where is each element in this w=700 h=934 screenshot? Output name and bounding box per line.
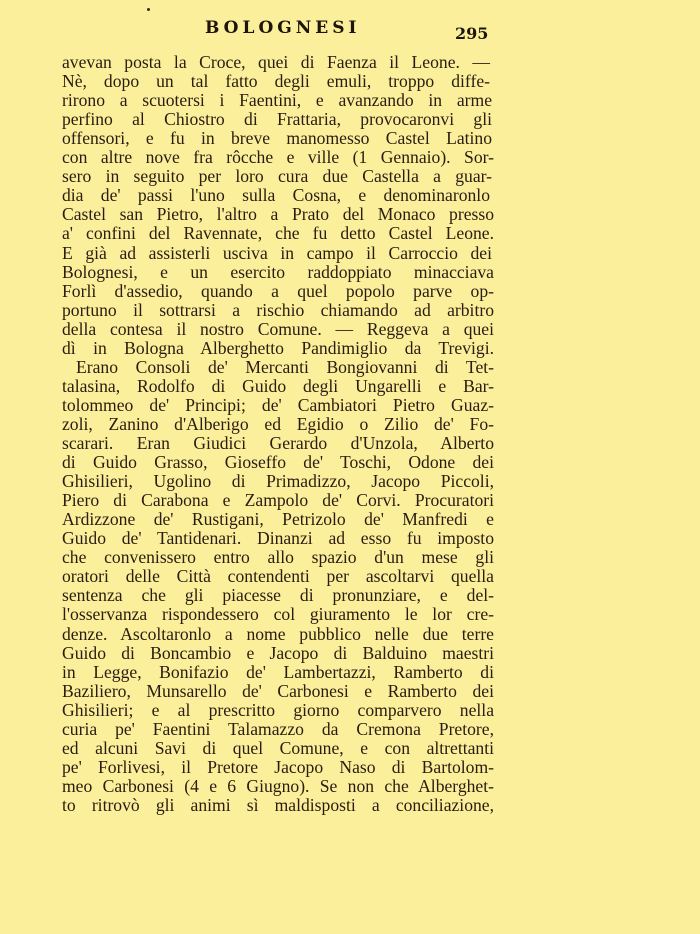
text-line: sentenza che gli piacesse di pronunziare, e del- xyxy=(62,585,494,606)
text-line: portuno il sottrarsi a rischio chiamando ad arbitro xyxy=(62,299,494,320)
text-line: Ghisilieri; e al prescritto giorno comparvero nella xyxy=(62,699,494,720)
text-line: offensori, e fu in breve manomesso Castel Latino xyxy=(62,128,492,149)
page-number: 295 xyxy=(455,24,489,43)
text-line: in Legge, Bonifazio de' Lambertazzi, Ramberto di xyxy=(62,661,494,682)
text-line: scarari. Eran Giudici Gerardo d'Unzola, Alberto xyxy=(62,433,494,453)
text-line: Erano Consoli de' Mercanti Bongiovanni di Tet- xyxy=(76,356,494,377)
text-line: dia de' passi l'uno sulla Cosna, e denominaronlo xyxy=(62,185,490,206)
text-line: perfino al Chiostro di Frattaria, provocaronvi gli xyxy=(62,109,492,130)
text-line: oratori delle Città contendenti per ascoltarvi quella xyxy=(62,566,494,587)
text-line: denze. Ascoltaronlo a nome pubblico nelle due terre xyxy=(62,623,494,644)
text-line: to ritrovò gli animi sì maldisposti a conciliazione, xyxy=(62,794,494,815)
text-line: Bolognesi, e un esercito raddoppiato minacciava xyxy=(62,261,494,282)
text-line: sero in seguito per loro cura due Castella a guar- xyxy=(62,166,492,187)
text-line: avevan posta la Croce, quei di Faenza il Leone. — xyxy=(62,52,490,72)
text-line: Nè, dopo un tal fatto degli emuli, troppo diffe- xyxy=(62,71,490,92)
text-line: a' confini del Ravennate, che fu detto Castel Leone. xyxy=(62,223,494,244)
text-line: pe' Forlivesi, il Pretore Jacopo Naso di Bartolom- xyxy=(62,756,494,777)
text-line: tolommeo de' Principi; de' Cambiatori Pietro Guaz- xyxy=(62,394,494,415)
ink-speck xyxy=(147,8,150,11)
text-line: meo Carbonesi (4 e 6 Giugno). Se non che Alberghet- xyxy=(62,775,494,796)
text-line: di Guido Grasso, Gioseffo de' Toschi, Odone dei xyxy=(62,452,494,473)
text-line: Ardizzone de' Rustigani, Petrizolo de' Manfredi e xyxy=(62,509,494,530)
running-head: BOLOGNESI xyxy=(205,18,361,38)
text-line: Guido di Boncambio e Jacopo di Balduino maestri xyxy=(62,642,494,663)
text-line: E già ad assisterli usciva in campo il Carroccio dei xyxy=(62,242,492,263)
text-line: con altre nove fra rôcche e ville (1 Gennaio). Sor- xyxy=(62,147,494,168)
text-line: che convenissero entro allo spazio d'un mese gli xyxy=(62,547,494,568)
text-line: Baziliero, Munsarello de' Carbonesi e Ramberto dei xyxy=(62,680,494,701)
text-line: zoli, Zanino d'Alberigo ed Egidio o Zilio de' Fo- xyxy=(62,413,494,434)
text-line: Ghisilieri, Ugolino di Primadizzo, Jacopo Piccoli, xyxy=(62,471,494,492)
text-line: Castel san Pietro, l'altro a Prato del Monaco presso xyxy=(62,204,494,225)
text-line: l'osservanza rispondessero col giuramento le lor cre- xyxy=(62,604,494,625)
text-line: Forlì d'assedio, quando a quel popolo parve op- xyxy=(62,280,494,301)
text-line: Guido de' Tantidenari. Dinanzi ad esso fu imposto xyxy=(62,528,494,549)
text-line: talasina, Rodolfo di Guido degli Ungarelli e Bar- xyxy=(62,375,494,396)
text-line: curia pe' Faentini Talamazzo da Cremona Pretore, xyxy=(62,718,494,739)
text-line: dì in Bologna Alberghetto Pandimiglio da Trevigi. xyxy=(62,337,494,358)
text-line: ed alcuni Savi di quel Comune, e con altrettanti xyxy=(62,737,494,758)
text-line: Piero di Carabona e Zampolo de' Corvi. Procuratori xyxy=(62,490,494,511)
text-line: della contesa il nostro Comune. — Reggeva a quei xyxy=(62,318,494,339)
text-line: rirono a scuotersi i Faentini, e avanzando in arme xyxy=(62,90,492,111)
